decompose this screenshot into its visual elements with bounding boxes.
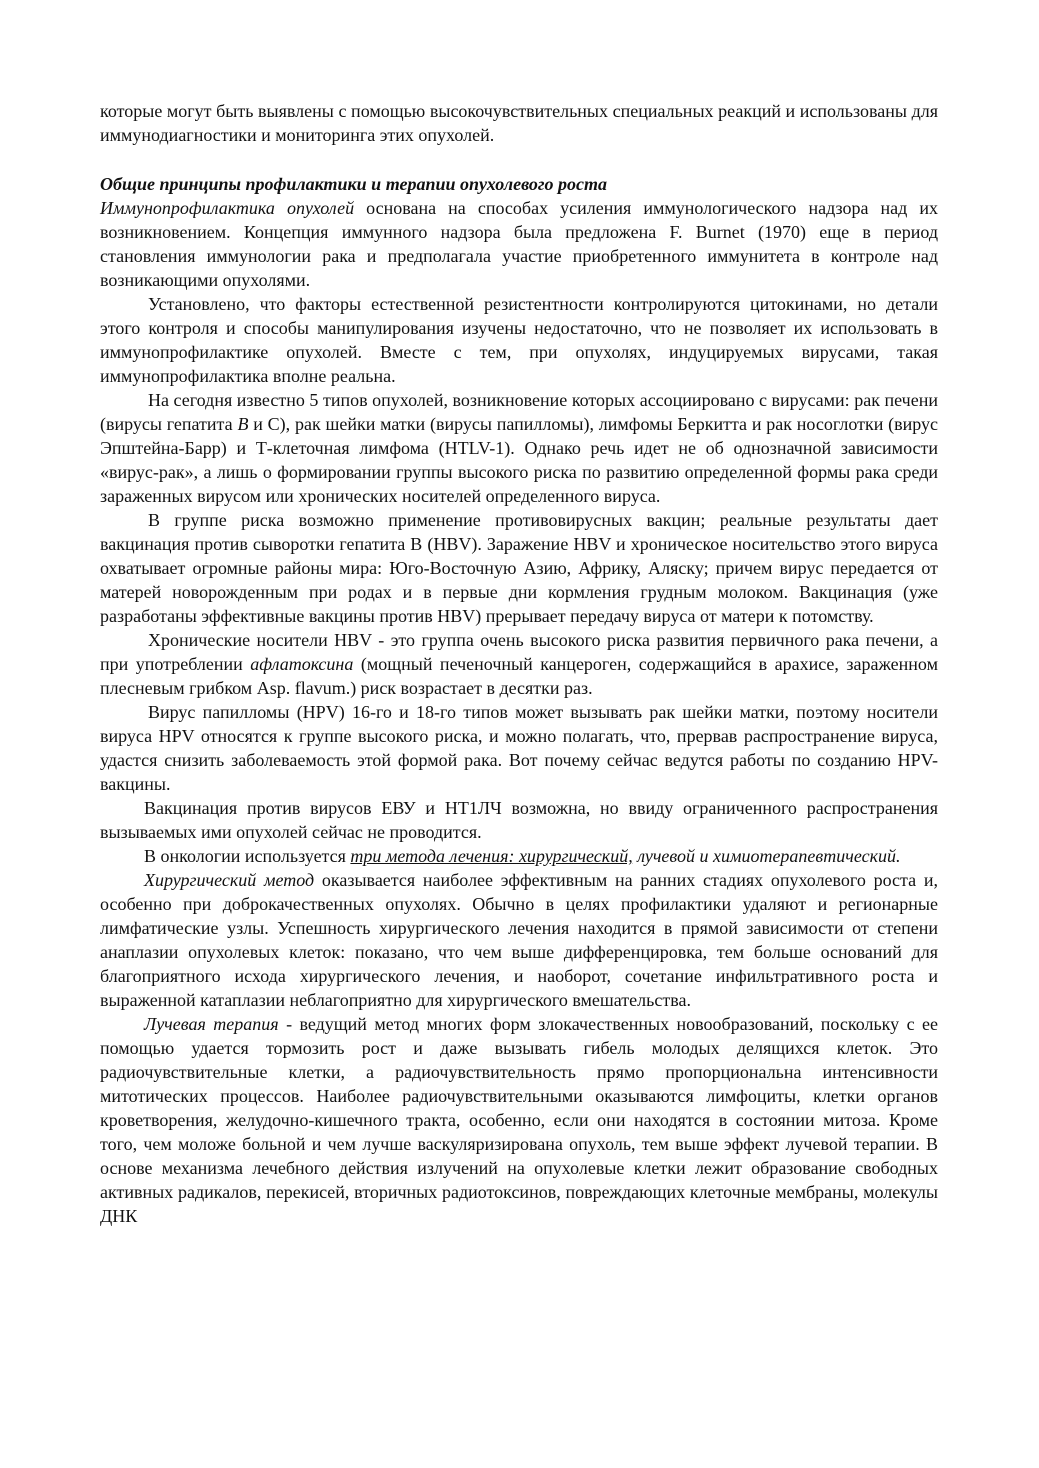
paragraph-viral-tumors <box>100 388 938 508</box>
page-body-text <box>100 99 938 1228</box>
term-radiation-therapy: Лучевая терапия <box>144 1014 279 1034</box>
paragraph-hbv-vaccination: В группе риска возможно применение противовирусных вакцин; реальные результаты дает вакцинация против сыворотки гепатита В (HBV). Заражение HBV и хроническое носительство этого вируса охватывает огромные районы мира: Юго-Восточную Азию, Африку, Аляску; причем вирус передается от матерей новорожденным при родах и в первые дни кормления грудным молоком. Вакцинация (уже разработаны эффективные вакцины против HBV) прерывает передачу вируса от матери к потомству. <box>100 510 938 626</box>
paragraph-text: основана на способах усиления иммунологического надзора над их возникновением. Концепция иммунного надзора была предложена F. Burnet (1970) еще в период становления иммунологии рака и предполагала участие приобретенного иммунитета в контроле над возникающими опухолями. <box>100 198 938 290</box>
paragraph-text: На сегодня известно 5 типов опухолей, возникновение которых ассоциировано с вирусами: рак печени (вирусы гепатита <box>100 390 938 434</box>
paragraph-text: оказывается наиболее эффективным на ранних стадиях опухолевого роста и, особенно при доброкачественных опухолях. Обычно в целях профилактики удаляют и регионарные лимфатические узлы. Успешность хирургического лечения находится в прямой зависимости от степени анаплазии опухолевых клеток: показано, что чем выше дифференцировка, тем больше оснований для благоприятного исхода хирургического лечения, и наоборот, сочетание инфильтративного роста и выраженной катаплазии неблагоприятно для хирургического вмешательства. <box>100 870 938 1010</box>
italic-letter: В <box>237 414 249 434</box>
section-heading: Общие принципы профилактики и терапии опухолевого роста <box>100 174 608 194</box>
paragraph-text: Хронические носители HBV - это группа очень высокого риска развития первичного рака печени, а при употреблении <box>100 630 938 674</box>
italic-methods: лучевой и химиотерапевтический. <box>632 846 901 866</box>
term-surgical-method: Хирургический метод <box>144 870 315 890</box>
paragraph-text: и С), рак шейки матки (вирусы папилломы), лимфомы Беркитта и рак носоглотки (вирус Эпштейна-Барр) и Т-клеточная лимфома (HTLV-1). Однако речь идет не об однозначной зависимости «вирус-рак», а лишь о формировании группы высокого риска по развитию определенной формы рака среди зараженных вирусом или хронических носителей определенного вируса. <box>100 414 938 506</box>
term-immunoprophylaxis: Иммунопрофилактика опухолей <box>100 198 355 218</box>
paragraph-hbv-carriers <box>100 628 938 700</box>
paragraph-ebv-vaccination: Вакцинация против вирусов ЕВУ и НТ1ЛЧ возможна, но ввиду ограниченного распространения вызываемых ими опухолей сейчас не проводится. <box>100 798 938 842</box>
paragraph-text: - ведущий метод многих форм злокачественных новообразований, поскольку с ее помощью удается тормозить рост и даже вызывать гибель молодых делящихся клеток. Это радиочувствительные клетки, а радиочувствительность прямо пропорциональна интенсивности митотических процессов. Наиболее радиочувствительными оказываются лимфоциты, клетки органов кроветворения, желудочно-кишечного тракта, особенно, если они находятся в состоянии митоза. Кроме того, чем моложе больной и чем лучше васкуляризирована опухоль, тем выше эффект лучевой терапии. В основе механизма лечебного действия излучений на опухолевые клетки лежит образование свободных активных радикалов, перекисей, вторичных радиотоксинов, повреждающих клеточные мембраны, молекулы ДНК <box>100 1014 938 1226</box>
paragraph-radiation-therapy <box>100 1012 938 1228</box>
paragraph-surgical-method <box>100 868 938 1012</box>
paragraph-text: В онкологии используется <box>144 846 351 866</box>
term-aflatoxin: афлатоксина <box>250 654 354 674</box>
paragraph-text: (мощный печеночный канцероген, содержащийся в арахисе, зараженном плесневым грибком Asp. flavum.) риск возрастает в десятки раз. <box>100 654 938 698</box>
paragraph-treatment-methods <box>100 844 938 868</box>
paragraph-immunoprophylaxis <box>100 196 938 292</box>
paragraph-intro: которые могут быть выявлены с помощью высокочувствительных специальных реакций и использованы для иммунодиагностики и мониторинга этих опухолей. <box>100 101 938 145</box>
underlined-methods: три метода лечения: хирургический, <box>350 846 633 866</box>
paragraph-natural-resistance: Установлено, что факторы естественной резистентности контролируются цитокинами, но детали этого контроля и способы манипулирования изучены недостаточно, что не позволяет их использовать в иммунопрофилактике опухолей. Вместе с тем, при опухолях, индуцируемых вирусами, такая иммунопрофилактика вполне реальна. <box>100 294 938 386</box>
paragraph-hpv: Вирус папилломы (HPV) 16-го и 18-го типов может вызывать рак шейки матки, поэтому носители вируса HPV относятся к группе высокого риска, и можно полагать, что, прервав распространение вируса, удастся снизить заболеваемость этой формой рака. Вот почему сейчас ведутся работы по созданию HPV-вакцины. <box>100 702 938 794</box>
